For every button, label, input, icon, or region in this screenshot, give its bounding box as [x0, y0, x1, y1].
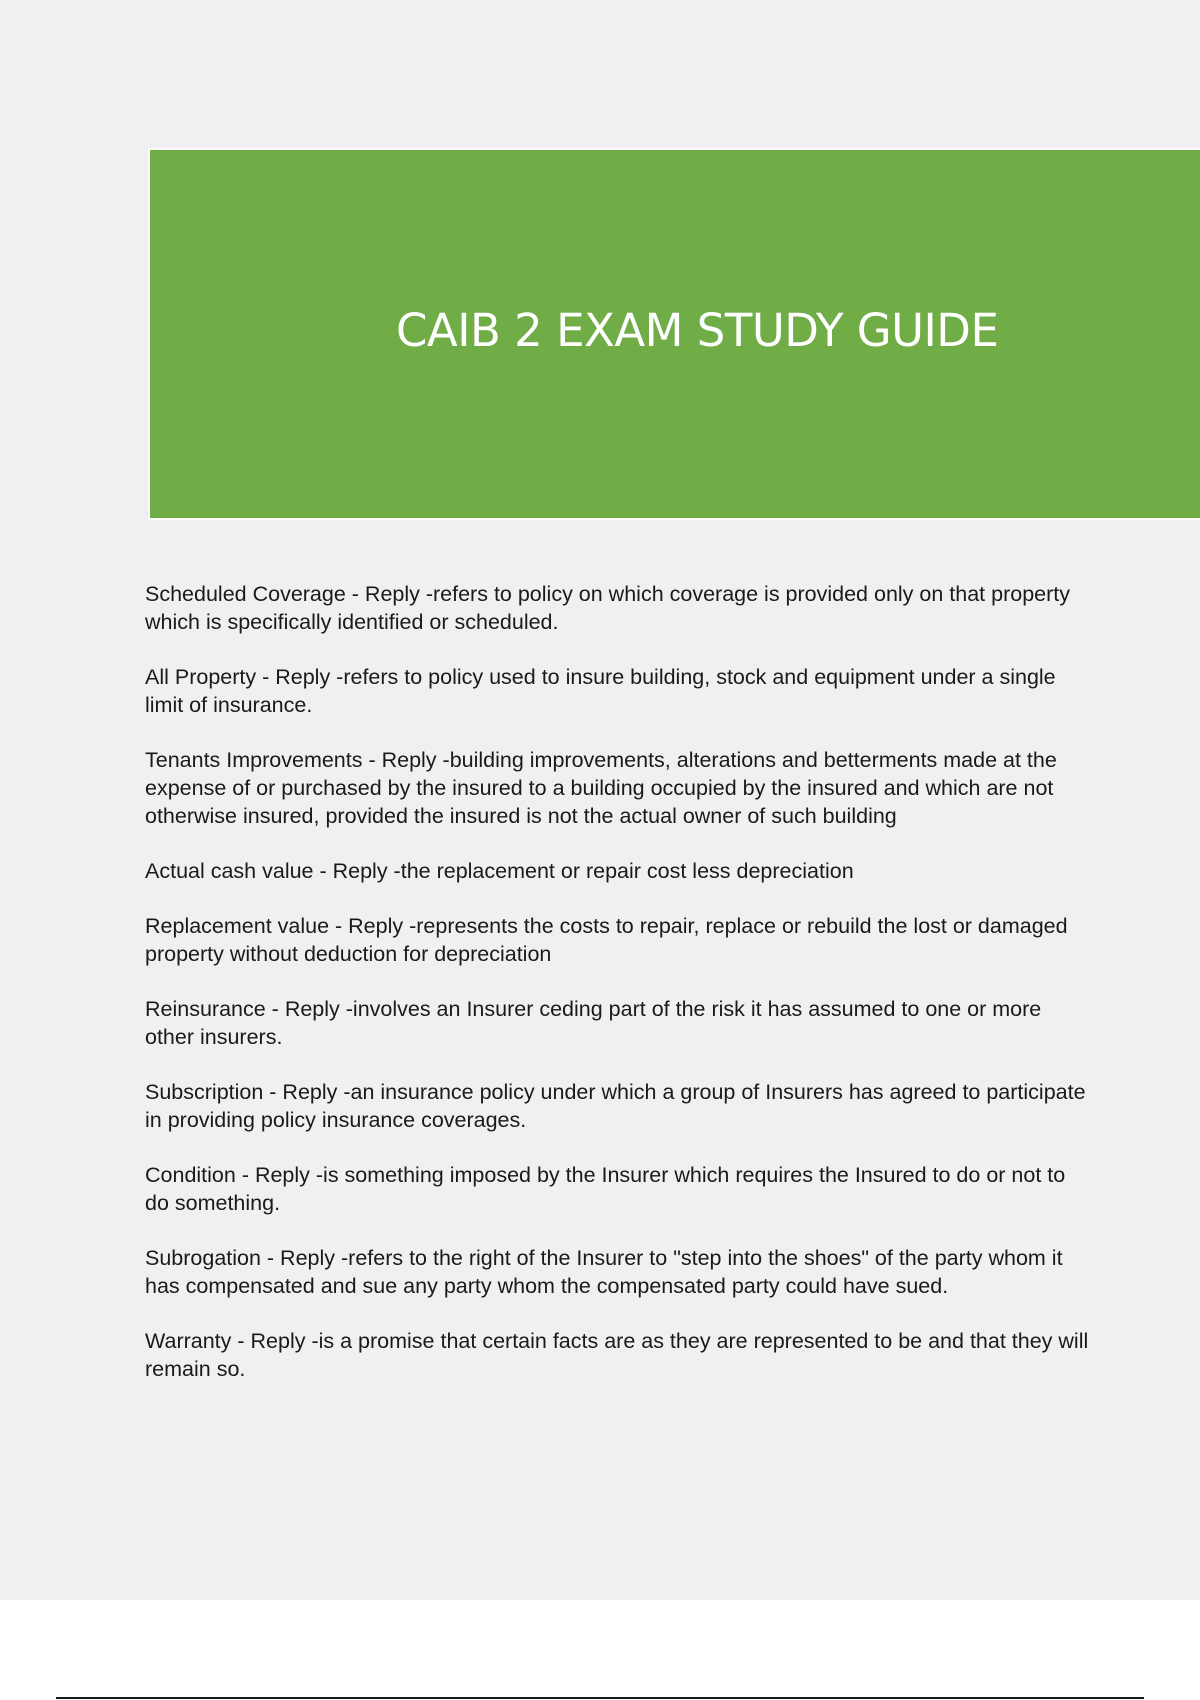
glossary-entry: Tenants Improvements - Reply -building improvements, alterations and betterments made at the expense of or purchased by the insured to a building occupied by the insured and which are not otherwise insured, provided the insured is not the actual owner of such building	[145, 748, 1057, 828]
glossary-entry: Condition - Reply -is something imposed by the Insurer which requires the Insured to do or not to do something.	[145, 1163, 1066, 1215]
glossary-entry: Scheduled Coverage - Reply -refers to policy on which coverage is provided only on that property which is specifically identified or scheduled.	[145, 582, 1070, 634]
glossary-entry: All Property - Reply -refers to policy used to insure building, stock and equipment under a single limit of insurance.	[145, 665, 1056, 717]
glossary-entry: Subscription - Reply -an insurance policy under which a group of Insurers has agreed to participate in providing policy insurance coverages.	[145, 1080, 1086, 1132]
glossary-entry: Reinsurance - Reply -involves an Insurer ceding part of the risk it has assumed to one or more other insurers.	[145, 997, 1042, 1049]
glossary-entry: Subrogation - Reply -refers to the right of the Insurer to "step into the shoes" of the party whom it has compensated and sue any party whom the compensated party could have sued.	[145, 1246, 1063, 1298]
glossary-entry: Warranty - Reply -is a promise that certain facts are as they are represented to be and that they will remain so.	[145, 1329, 1089, 1381]
glossary-entry: Replacement value - Reply -represents the costs to repair, replace or rebuild the lost or damaged property without deduction for depreciation	[145, 914, 1068, 966]
document-title: CAIB 2 EXAM STUDY GUIDE	[396, 304, 999, 357]
glossary-entries	[145, 580, 1095, 1410]
footer-rule	[56, 1697, 1144, 1699]
glossary-entry: Actual cash value - Reply -the replacement or repair cost less depreciation	[145, 859, 854, 883]
